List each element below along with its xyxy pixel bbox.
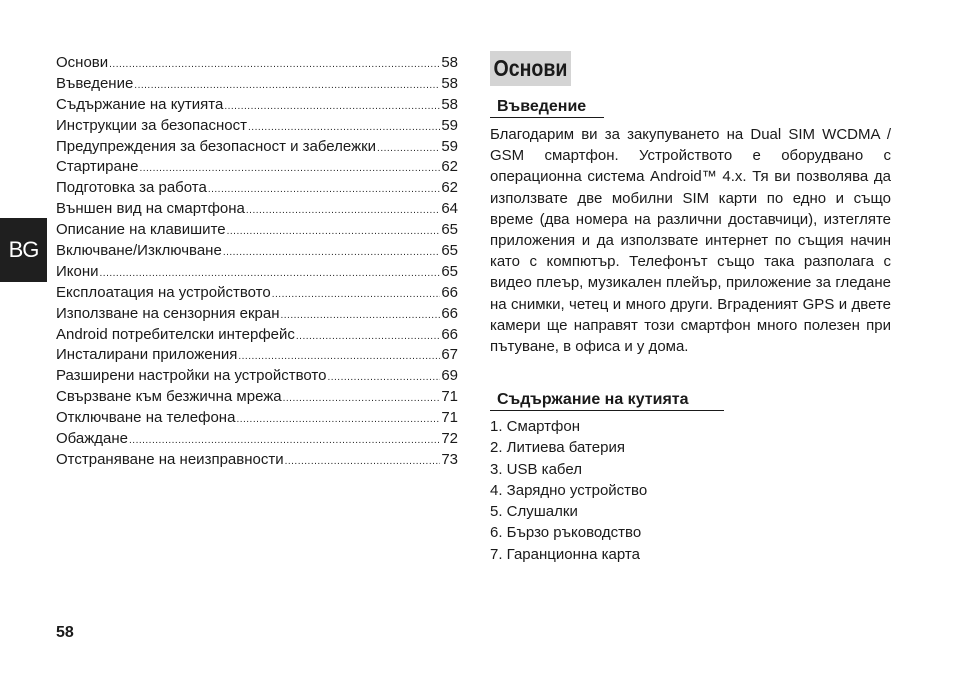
toc-entry-title: Подготовка за работа — [56, 179, 207, 197]
toc-entry-page: 58 — [441, 54, 458, 71]
toc-entry-title: Въведение — [56, 74, 134, 92]
toc-leader-dots — [129, 431, 440, 452]
toc-entry[interactable] — [56, 157, 458, 178]
toc-leader-dots — [134, 76, 440, 97]
toc-entry[interactable] — [56, 366, 458, 387]
toc-entry-page: 59 — [441, 116, 458, 134]
toc-entry-title: Отключване на телефона — [56, 409, 236, 427]
toc-leader-dots — [238, 347, 440, 368]
toc-entry-page: 62 — [441, 179, 458, 197]
toc-leader-dots — [236, 410, 440, 431]
toc-entry-title: Инсталирани приложения — [56, 346, 238, 364]
toc-leader-dots — [283, 389, 441, 410]
toc-entry-page: 65 — [441, 262, 458, 280]
toc-entry[interactable] — [56, 241, 458, 262]
toc-entry-page: 58 — [441, 95, 458, 113]
toc-entry-title: Използване на сензорния екран — [56, 304, 280, 322]
toc-leader-dots — [272, 285, 441, 306]
table-of-contents — [56, 53, 458, 471]
list-item: 5. Слушалки — [490, 503, 578, 521]
intro-paragraph: Благодарим ви за закупуването на Dual SIM WCDMA / GSM смартфон. Устройството е оборудвано с операционна система Android™ 4.x. Тя ви позволява да използвате две мобилни SIM карти по едно и също време (два номера на различни доставчици), изтегляте приложения и да използвате интернет по същия начин като с компютър. Телефонът също така разполага с видео плеър, музикален плейър, приложение за гледане на снимки, четец и много други. Вграденият GPS и двете камери ще направят този смартфон много полезен при пътуване, в офиса и у дома. — [490, 126, 891, 356]
intro-heading: Въведение — [490, 97, 604, 118]
toc-entry-page: 71 — [441, 409, 458, 427]
toc-entry-page: 69 — [441, 367, 458, 385]
toc-entry[interactable] — [56, 387, 458, 408]
toc-entry[interactable] — [56, 429, 458, 450]
toc-entry-page: 72 — [441, 430, 458, 448]
toc-entry-page: 64 — [441, 200, 458, 218]
toc-entry-title: Включване/Изключване — [56, 242, 222, 260]
toc-entry[interactable] — [56, 116, 458, 137]
box-contents-list — [490, 416, 647, 565]
toc-entry-title: Предупреждения за безопасност и забележки — [56, 137, 377, 155]
section-title: Основи — [493, 55, 568, 81]
toc-entry-title: Основи — [56, 54, 109, 71]
toc-leader-dots — [377, 139, 440, 160]
toc-leader-dots — [223, 243, 441, 264]
list-item: 2. Литиева батерия — [490, 439, 625, 457]
toc-leader-dots — [248, 118, 440, 139]
toc-entry[interactable] — [56, 53, 458, 74]
toc-entry[interactable] — [56, 283, 458, 304]
toc-leader-dots — [227, 222, 441, 243]
toc-entry[interactable] — [56, 74, 458, 95]
toc-entry-title: Обаждане — [56, 430, 129, 448]
toc-entry-page: 73 — [441, 450, 458, 468]
toc-leader-dots — [296, 327, 440, 348]
list-item: 7. Гаранционна карта — [490, 545, 640, 563]
language-tab: BG — [0, 218, 47, 282]
toc-entry[interactable] — [56, 220, 458, 241]
section-title-box — [490, 51, 571, 86]
toc-entry-title: Android потребителски интерфейс — [56, 325, 295, 343]
toc-entry[interactable] — [56, 199, 458, 220]
toc-entry-page: 66 — [441, 283, 458, 301]
toc-leader-dots — [100, 264, 441, 285]
toc-leader-dots — [285, 452, 441, 473]
toc-leader-dots — [281, 306, 441, 327]
toc-leader-dots — [246, 201, 440, 222]
toc-entry-title: Описание на клавишите — [56, 221, 226, 239]
toc-leader-dots — [224, 97, 440, 118]
page-number: 58 — [56, 624, 74, 641]
toc-entry-title: Външен вид на смартфона — [56, 200, 245, 218]
toc-leader-dots — [109, 55, 440, 76]
toc-entry-page: 67 — [441, 346, 458, 364]
toc-leader-dots — [327, 368, 440, 389]
toc-leader-dots — [139, 159, 440, 180]
toc-entry-page: 62 — [441, 158, 458, 176]
toc-entry-page: 65 — [441, 221, 458, 239]
toc-entry-title: Експлоатация на устройството — [56, 283, 271, 301]
toc-entry[interactable] — [56, 345, 458, 366]
box-contents-heading: Съдържание на кутията — [490, 390, 724, 411]
toc-entry-title: Стартиране — [56, 158, 139, 176]
toc-entry[interactable] — [56, 408, 458, 429]
toc-entry-page: 65 — [441, 242, 458, 260]
toc-entry[interactable] — [56, 325, 458, 346]
list-item: 1. Смартфон — [490, 418, 581, 435]
list-item: 3. USB кабел — [490, 460, 582, 478]
toc-entry[interactable] — [56, 137, 458, 158]
toc-entry-title: Свързване към безжична мрежа — [56, 388, 282, 406]
toc-entry-title: Съдържание на кутията — [56, 95, 224, 113]
toc-entry-page: 66 — [441, 325, 458, 343]
toc-entry-title: Икони — [56, 262, 99, 280]
toc-entry-title: Разширени настройки на устройството — [56, 367, 327, 385]
toc-entry[interactable] — [56, 304, 458, 325]
list-item: 4. Зарядно устройство — [490, 481, 648, 499]
toc-entry[interactable] — [56, 262, 458, 283]
toc-entry[interactable] — [56, 95, 458, 116]
toc-entry[interactable] — [56, 450, 458, 471]
toc-entry-page: 71 — [441, 388, 458, 406]
toc-entry-title: Отстраняване на неизправности — [56, 450, 284, 468]
toc-entry-page: 58 — [441, 74, 458, 92]
list-item: 6. Бързо ръководство — [490, 524, 642, 542]
toc-entry-page: 66 — [441, 304, 458, 322]
toc-entry-page: 59 — [441, 137, 458, 155]
toc-entry[interactable] — [56, 178, 458, 199]
toc-entry-title: Инструкции за безопасност — [56, 116, 248, 134]
toc-leader-dots — [208, 180, 440, 201]
